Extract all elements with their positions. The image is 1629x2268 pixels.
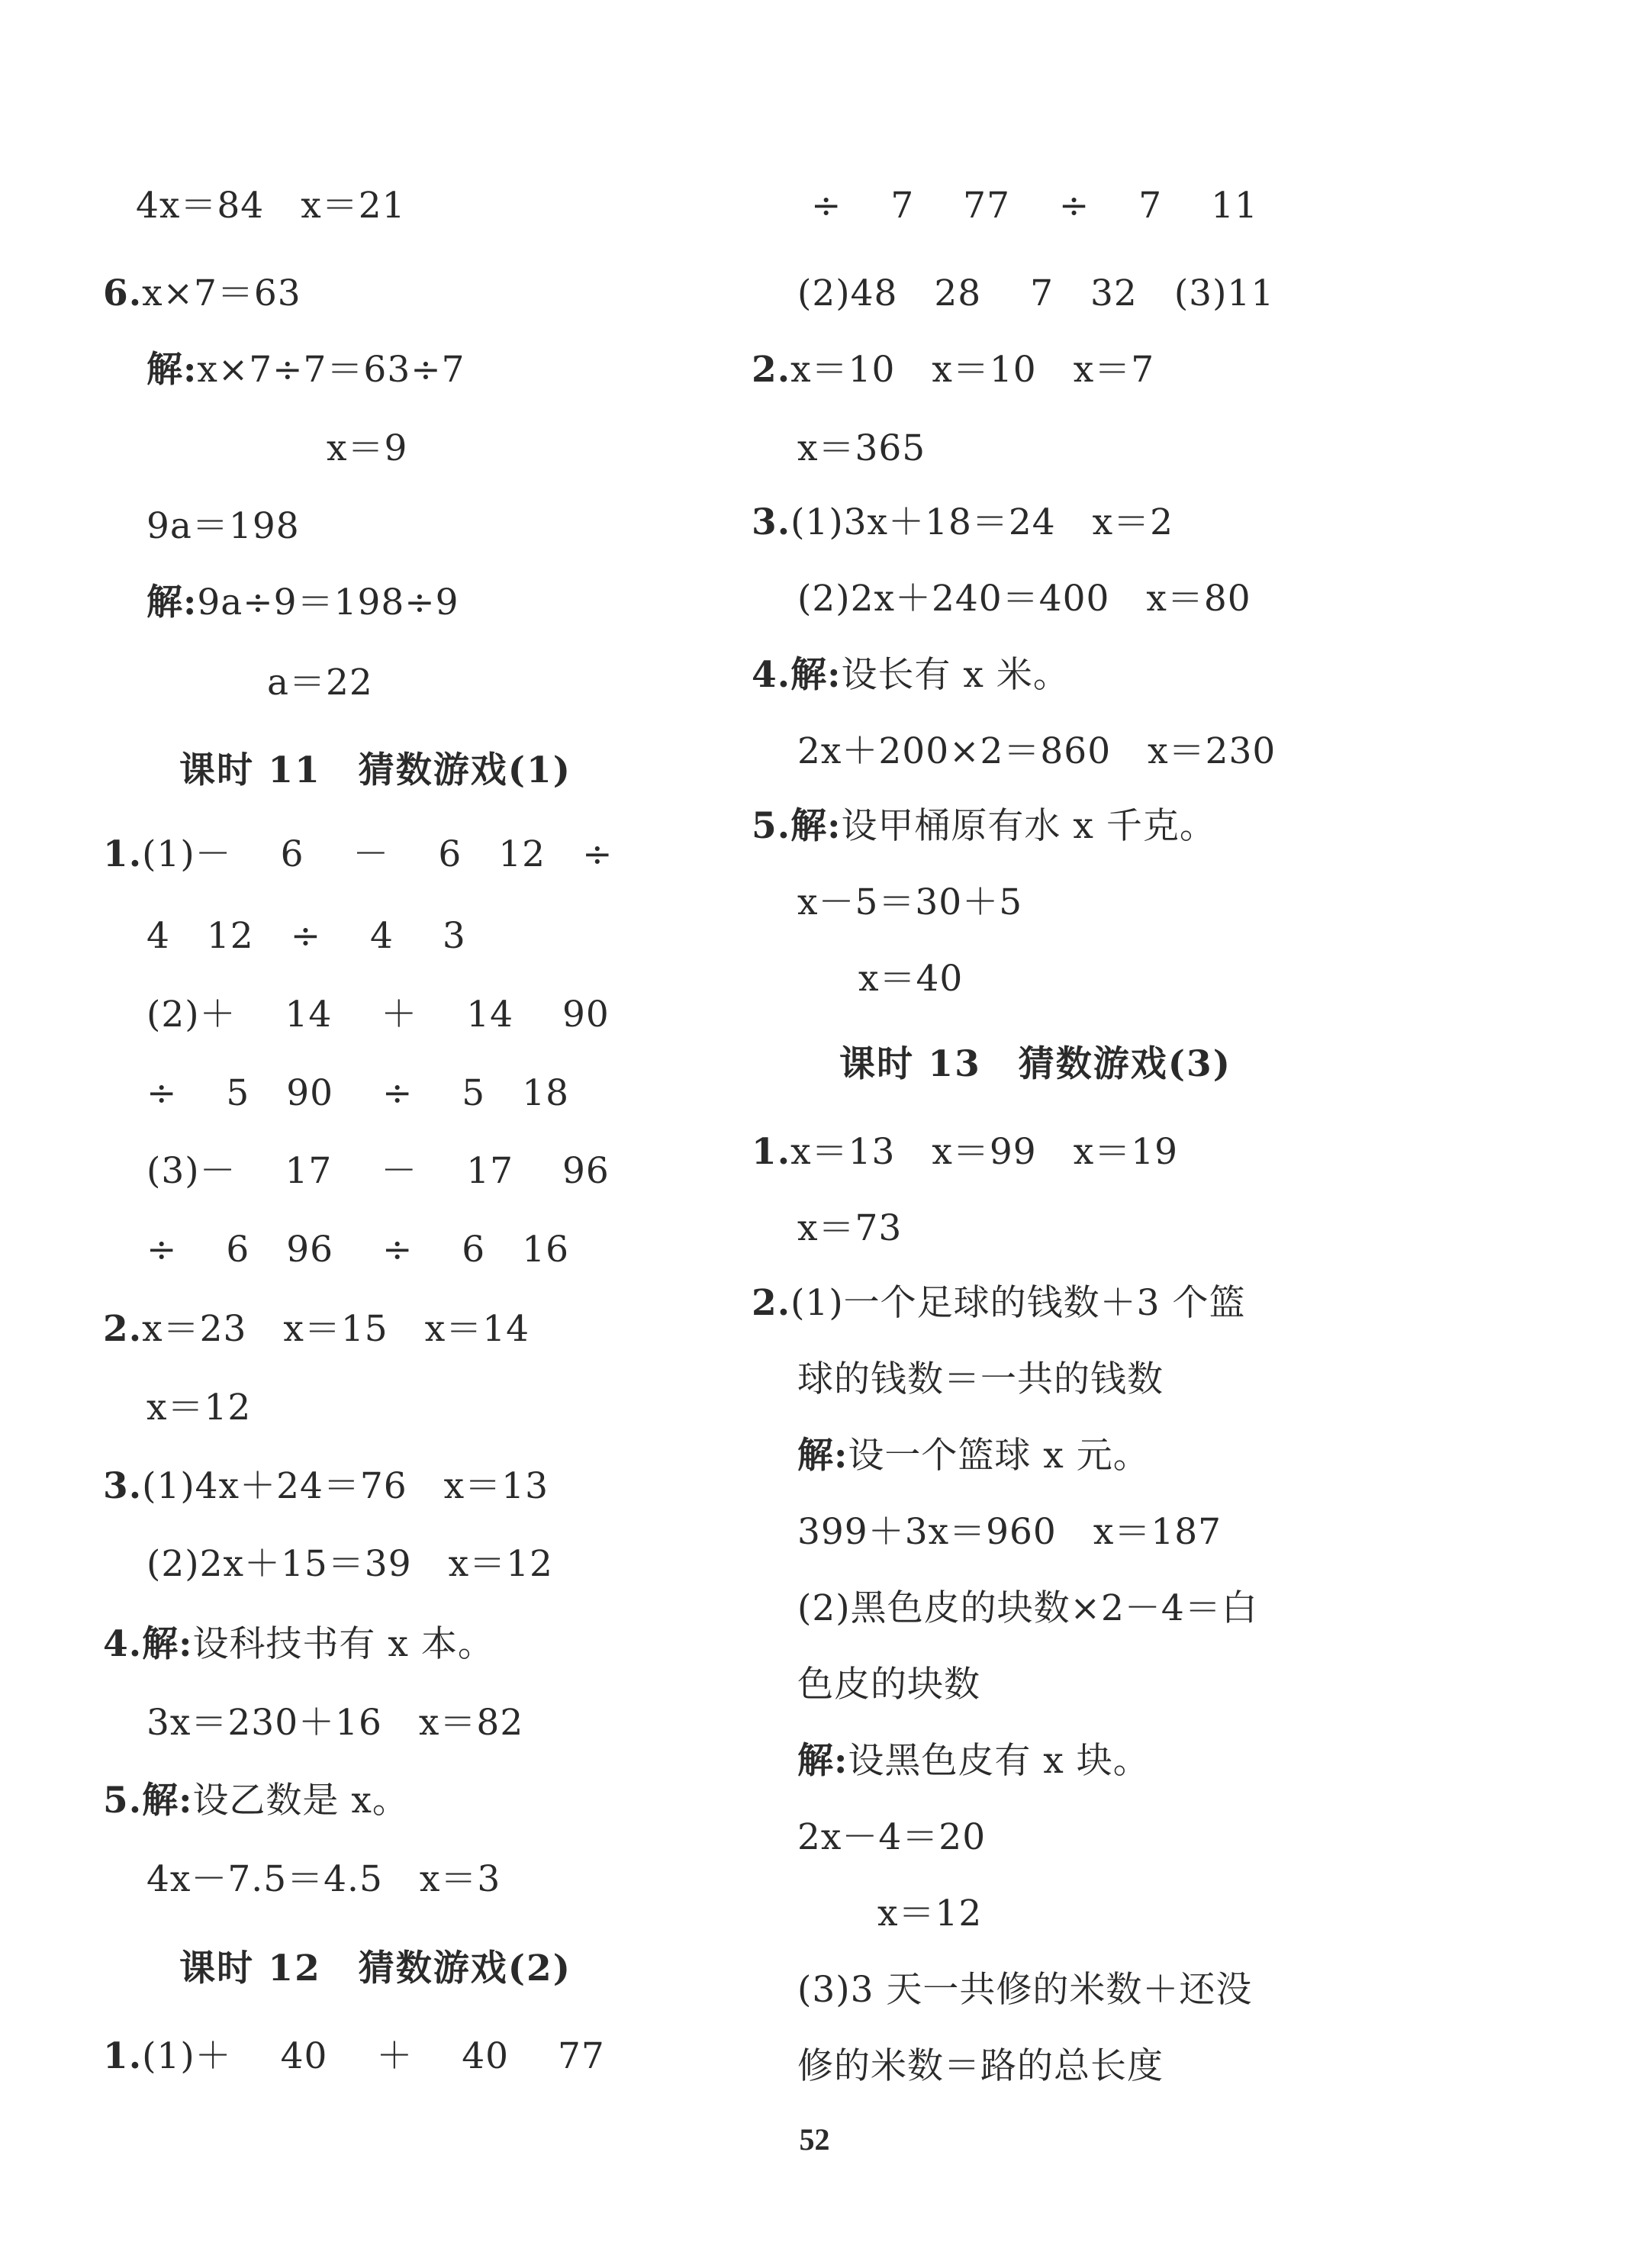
line-text: (2)2x＋15＝39 x＝12 bbox=[146, 1543, 553, 1585]
question-line bbox=[752, 500, 1173, 546]
question-line bbox=[752, 652, 1070, 698]
line-text: x×7÷7＝63÷7 bbox=[197, 349, 465, 391]
answer-line bbox=[146, 504, 300, 549]
question-number: 6. bbox=[103, 272, 143, 314]
line-text: 设黑色皮有 x 块。 bbox=[848, 1740, 1150, 1782]
line-text: ÷ 6 96 ÷ 6 16 bbox=[146, 1229, 569, 1271]
solution-label: 解: bbox=[797, 1740, 848, 1782]
solution-label: 解: bbox=[146, 349, 198, 391]
answer-line bbox=[797, 1738, 1150, 1784]
line-text: (3)－ 17 － 17 96 bbox=[146, 1150, 610, 1192]
answer-line bbox=[797, 729, 1276, 775]
line-text: 4 12 ÷ 4 3 bbox=[146, 915, 466, 957]
line-text: (1)4x＋24＝76 x＝13 bbox=[142, 1465, 549, 1507]
line-text: 3x＝230＋16 x＝82 bbox=[146, 1702, 524, 1744]
question-line bbox=[103, 1778, 409, 1824]
answer-line bbox=[146, 580, 459, 626]
line-text: (1)3x＋18＝24 x＝2 bbox=[790, 501, 1174, 543]
question-number: 5. bbox=[103, 1780, 143, 1822]
question-number: 4. bbox=[103, 1623, 143, 1665]
question-line bbox=[103, 1306, 530, 1352]
question-line bbox=[752, 1281, 1246, 1326]
answer-line bbox=[267, 660, 373, 706]
line-text: (2)2x＋240＝400 x＝80 bbox=[797, 578, 1251, 620]
line-text: x＝73 bbox=[797, 1207, 903, 1249]
section-heading: 课时 12 猜数游戏(2) bbox=[179, 1947, 571, 1989]
answer-line bbox=[797, 2044, 1164, 2089]
question-number: 5. bbox=[752, 805, 791, 847]
line-text: 2x＋200×2＝860 x＝230 bbox=[797, 730, 1276, 772]
answer-line bbox=[327, 426, 407, 472]
answer-line bbox=[811, 183, 1258, 229]
line-text: 设长有 x 米。 bbox=[841, 654, 1070, 696]
line-text: x＝10 x＝10 x＝7 bbox=[790, 349, 1155, 391]
question-line bbox=[103, 832, 613, 878]
line-text: 设甲桶原有水 x 千克。 bbox=[841, 805, 1216, 847]
line-text: ÷ 7 77 ÷ 7 11 bbox=[811, 185, 1258, 227]
answer-line bbox=[797, 576, 1251, 622]
line-text: ÷ 5 90 ÷ 5 18 bbox=[146, 1072, 569, 1114]
answer-line bbox=[146, 913, 466, 959]
line-text: 设科技书有 x 本。 bbox=[192, 1623, 494, 1665]
line-text: 2x－4＝20 bbox=[797, 1816, 987, 1858]
question-line bbox=[752, 1129, 1178, 1175]
answer-line bbox=[797, 1967, 1252, 2013]
line-text: x＝40 bbox=[858, 958, 964, 1000]
answer-line bbox=[797, 1815, 986, 1860]
line-text: 设一个篮球 x 元。 bbox=[848, 1435, 1150, 1477]
answer-line bbox=[797, 271, 1274, 317]
question-number: 2. bbox=[752, 1282, 791, 1324]
solution-label: 解: bbox=[146, 581, 198, 623]
answer-line bbox=[146, 1148, 610, 1194]
solution-label: 解: bbox=[790, 654, 842, 696]
line-text: x＝12 bbox=[146, 1387, 252, 1429]
answer-line bbox=[146, 992, 610, 1038]
answer-line bbox=[797, 1586, 1258, 1632]
line-text: x＝23 x＝15 x＝14 bbox=[142, 1308, 530, 1350]
line-text: (1)一个足球的钱数＋3 个篮 bbox=[790, 1282, 1246, 1324]
answer-line bbox=[797, 1206, 902, 1252]
answer-line bbox=[146, 1227, 569, 1273]
line-text: x＝12 bbox=[877, 1893, 983, 1935]
question-number: 4. bbox=[752, 654, 791, 696]
line-text: x＝365 bbox=[797, 427, 926, 469]
question-line bbox=[103, 271, 301, 317]
answer-line bbox=[797, 880, 1022, 926]
line-text: (1)＋ 40 ＋ 40 77 bbox=[142, 2035, 605, 2077]
line-text: (2)＋ 14 ＋ 14 90 bbox=[146, 994, 610, 1036]
answer-line bbox=[136, 183, 406, 229]
answer-line bbox=[146, 1542, 553, 1587]
line-text: 修的米数＝路的总长度 bbox=[797, 2045, 1164, 2087]
answer-line bbox=[797, 1357, 1164, 1403]
question-number: 1. bbox=[752, 1131, 791, 1173]
line-text: (1)－ 6 － 6 12 ÷ bbox=[142, 833, 613, 875]
line-text: 设乙数是 x。 bbox=[192, 1780, 409, 1822]
answer-line bbox=[797, 1509, 1222, 1555]
line-text: (3)3 天一共修的米数＋还没 bbox=[797, 1969, 1253, 2011]
line-text: 4x－7.5＝4.5 x＝3 bbox=[146, 1858, 501, 1900]
line-text: 9a÷9＝198÷9 bbox=[197, 581, 459, 623]
answer-line bbox=[146, 1700, 523, 1746]
line-text: x×7＝63 bbox=[142, 272, 301, 314]
line-text: 色皮的块数 bbox=[797, 1664, 980, 1706]
question-number: 1. bbox=[103, 2035, 143, 2077]
question-number: 2. bbox=[103, 1308, 143, 1350]
line-text: 4x＝84 x＝21 bbox=[136, 185, 406, 227]
solution-label: 解: bbox=[797, 1435, 848, 1477]
answer-line bbox=[146, 1071, 569, 1116]
line-text: x－5＝30＋5 bbox=[797, 881, 1023, 923]
question-line bbox=[103, 1464, 549, 1509]
answer-line bbox=[797, 1433, 1150, 1479]
question-number: 3. bbox=[752, 501, 791, 543]
section-heading: 课时 11 猜数游戏(1) bbox=[179, 749, 571, 791]
answer-line bbox=[877, 1891, 982, 1937]
page-number: 52 bbox=[799, 2122, 830, 2157]
line-text: (2)48 28 7 32 (3)11 bbox=[797, 272, 1275, 314]
line-text: 399＋3x＝960 x＝187 bbox=[797, 1511, 1222, 1553]
section-heading: 课时 13 猜数游戏(3) bbox=[839, 1043, 1231, 1085]
question-line bbox=[752, 347, 1154, 393]
solution-label: 解: bbox=[790, 805, 842, 847]
question-line bbox=[103, 2034, 605, 2080]
question-line bbox=[752, 804, 1216, 849]
answer-line bbox=[858, 956, 963, 1002]
question-number: 3. bbox=[103, 1465, 143, 1507]
line-text: a＝22 bbox=[267, 662, 373, 704]
question-number: 2. bbox=[752, 349, 791, 391]
line-text: x＝9 bbox=[327, 427, 408, 469]
solution-label: 解: bbox=[142, 1780, 193, 1822]
answer-line bbox=[797, 1662, 980, 1708]
answer-line bbox=[146, 1857, 501, 1902]
question-number: 1. bbox=[103, 833, 143, 875]
question-line bbox=[103, 1622, 494, 1667]
answer-line bbox=[797, 426, 926, 472]
answer-line bbox=[146, 347, 465, 393]
line-text: (2)黑色皮的块数×2－4＝白 bbox=[797, 1587, 1258, 1629]
line-text: 球的钱数＝一共的钱数 bbox=[797, 1358, 1164, 1400]
answer-line bbox=[146, 1385, 251, 1431]
line-text: 9a＝198 bbox=[146, 505, 300, 547]
solution-label: 解: bbox=[142, 1623, 193, 1665]
line-text: x＝13 x＝99 x＝19 bbox=[790, 1131, 1179, 1173]
